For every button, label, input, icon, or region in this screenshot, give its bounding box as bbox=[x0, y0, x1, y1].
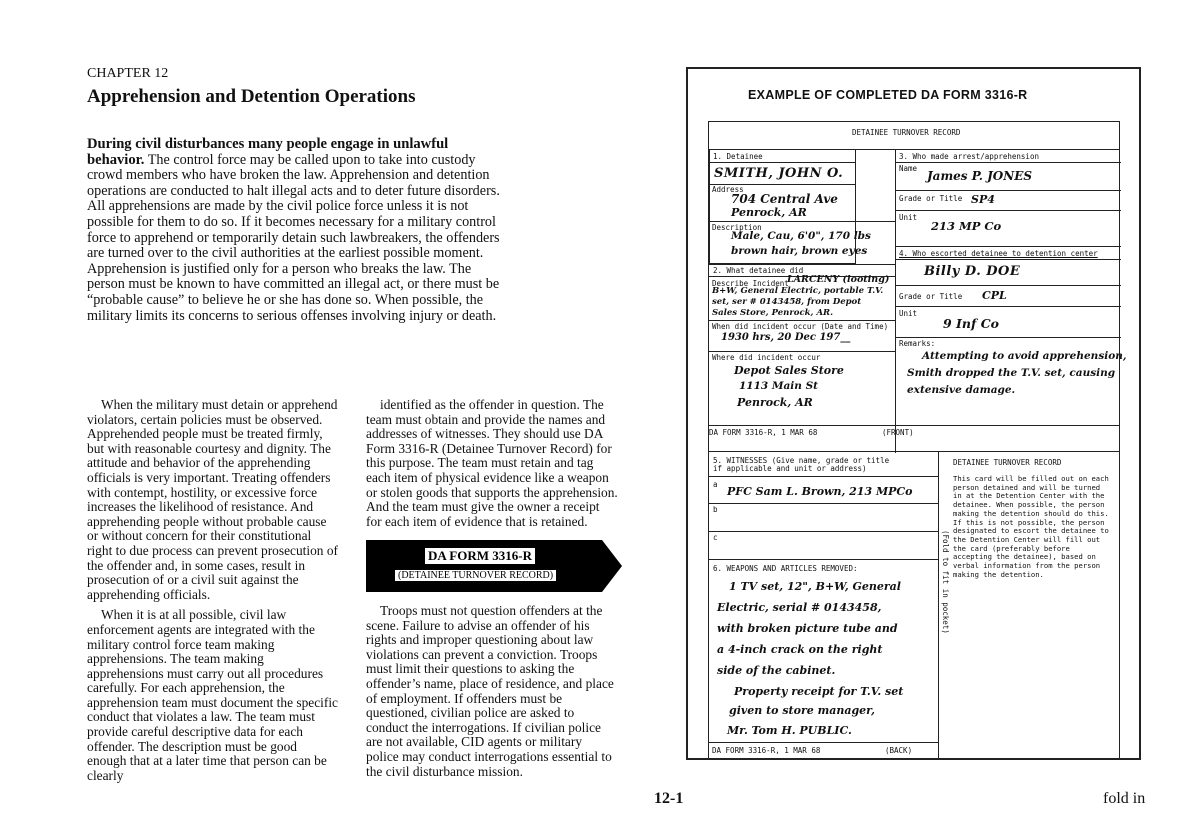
weapons-line-4: a 4-inch crack on the right bbox=[717, 643, 883, 656]
card-instructions: This card will be filled out on each person detained and will be turned in at the Detention Center with the detainee. When possible, the person making the detention should do this. If this is not possible, the person designated to escort the detainee to the Detention Center will fill out the card (preferably before accepting the detainee), based on verbal information from the person making the detention. bbox=[953, 474, 1109, 579]
intro-bold-lead: During civil disturbances many people engage in unlawful behavior. bbox=[87, 136, 449, 168]
incident-line-3: set, ser # 0143458, from Depot bbox=[712, 297, 862, 307]
describe-incident-label: Describe Incident bbox=[712, 279, 789, 288]
description-label: Description bbox=[712, 223, 762, 232]
intro-paragraph bbox=[87, 137, 500, 324]
col2-paragraph-2: Troops must not question offenders at the scene. Failure to advise an offender of his rights and improper questioning about law violations can prevent a conviction. Troops must limit their questions to asking the offender’s name, place of residence, and place of employment. If offenders must be questioned, civilian police are asked to conduct the interrogations. If civilian police are not available, CID agents or military police may conduct interrogations essential to the civil disturbance mission. bbox=[366, 603, 614, 779]
banner-title: DA FORM 3316-R bbox=[425, 548, 535, 564]
front-header: DETAINEE TURNOVER RECORD bbox=[852, 128, 961, 137]
witness-b-marker: b bbox=[713, 505, 718, 514]
arrest-unit-label: Unit bbox=[899, 213, 918, 222]
left-column bbox=[87, 398, 339, 789]
incident-line-4: Sales Store, Penrock, AR. bbox=[712, 308, 834, 318]
example-title: EXAMPLE OF COMPLETED DA FORM 3316-R bbox=[748, 88, 1028, 102]
arrest-name: James P. JONES bbox=[927, 169, 1033, 183]
remarks-line-2: Smith dropped the T.V. set, causing bbox=[907, 367, 1116, 379]
arrest-name-label: Name bbox=[899, 164, 918, 173]
arrest-grade: SP4 bbox=[971, 193, 995, 206]
when-value: 1930 hrs, 20 Dec 197__ bbox=[721, 332, 851, 343]
back-footer-side: (BACK) bbox=[885, 746, 913, 755]
form-banner bbox=[366, 540, 622, 592]
where-line-1: Depot Sales Store bbox=[734, 364, 844, 377]
incident-line-2: B+W, General Electric, portable T.V. bbox=[712, 286, 884, 296]
chapter-title: Apprehension and Detention Operations bbox=[87, 86, 416, 107]
fold-in-label: fold in bbox=[1103, 790, 1146, 807]
detainee-label: 1. Detainee bbox=[713, 152, 763, 161]
description-line-1: Male, Cau, 6'0", 170 lbs bbox=[731, 230, 871, 242]
who-arrest-label: 3. Who made arrest/apprehension bbox=[899, 152, 1039, 161]
card-back bbox=[708, 451, 1120, 759]
arrest-unit: 213 MP Co bbox=[931, 219, 1002, 233]
col2-paragraph-1: identified as the offender in question. The team must obtain and provide the names and addresses of witnesses. They should use DA Form 3316-R (Detainee Turnover Record) for this purpose. The team must retain and tag each item of physical evidence like a weapon or stolen goods that supports the apprehension. And the team must give the owner a receipt for each item of evidence that is retained. bbox=[366, 397, 618, 529]
fold-note: (Fold to fit in pocket) bbox=[941, 530, 950, 634]
card-title: DETAINEE TURNOVER RECORD bbox=[953, 458, 1062, 467]
weapons-label: 6. WEAPONS AND ARTICLES REMOVED: bbox=[713, 564, 858, 573]
witness-a-marker: a bbox=[713, 480, 718, 489]
weapons-line-5: side of the cabinet. bbox=[717, 664, 836, 677]
escort-name: Billy D. DOE bbox=[924, 264, 1021, 279]
weapons-line-1: 1 TV set, 12", B+W, General bbox=[729, 580, 901, 593]
col1-paragraph-1: When the military must detain or apprehend violators, certain policies must be observed. Apprehended people must be treated firmly, but with reasonable courtesy and dignity. The attitude and behavior of the apprehending officials is very important. Treating offenders with contempt, hostility, or excessive force increases the likelihood of resistance. And apprehending people without probable cause or without concern for their constitutional right to due process can prevent prosecution of the offender and, in some cases, result in prosecution of or a civil suit against the apprehending officials. bbox=[87, 397, 338, 602]
address-line-2: Penrock, AR bbox=[731, 206, 807, 219]
escort-grade: CPL bbox=[982, 289, 1007, 302]
front-footer-side: (FRONT) bbox=[882, 428, 914, 437]
col1-paragraph-2: When it is at all possible, civil law enforcement agents are integrated with the military control force team making apprehensions. The team making apprehensions must carry out all procedures carefully. For each apprehension, the apprehension team must document the specific conduct that violates a law. The team must provide careful descriptive data for each offender. The description must be good enough that at a later time that person can be clearly bbox=[87, 607, 338, 783]
card-front bbox=[708, 121, 1127, 452]
when-label: When did incident occur (Date and Time) bbox=[712, 322, 889, 331]
escort-unit: 9 Inf Co bbox=[943, 316, 999, 331]
remarks-line-3: extensive damage. bbox=[907, 384, 1016, 396]
where-label: Where did incident occur bbox=[712, 353, 821, 362]
where-line-2: 1113 Main St bbox=[739, 380, 819, 392]
description-line-2: brown hair, brown eyes bbox=[731, 245, 868, 257]
address-label: Address bbox=[712, 185, 744, 194]
detainee-name: SMITH, JOHN O. bbox=[714, 166, 844, 181]
page-number: 12-1 bbox=[654, 790, 684, 807]
weapons-line-7: given to store manager, bbox=[729, 704, 875, 717]
intro-body: The control force may be called upon to take into custody crowd members who have broken the law. Apprehension and detention operations are conducted to halt illegal acts and to deter future disorders. All apprehensions are made by the civil police force unless it is not possible for them to do so. If it becomes necessary for a military control force to apprehend or temporarily detain such lawbreakers, the offenders are turned over to the civil authorities at the earliest possible moment. Apprehension is justified only for a person who breaks the law. The person must be known to have committed an illegal act, or there must be “probable cause” to believe he or she has done so. When possible, the military limits its concerns to serious offenses involving injury or death. bbox=[87, 151, 500, 324]
what-did-label: 2. What detainee did bbox=[713, 266, 804, 275]
incident-line-1: LARCENY (looting) bbox=[787, 274, 890, 285]
escort-unit-label: Unit bbox=[899, 309, 918, 318]
witnesses-label: 5. WITNESSES (Give name, grade or title bbox=[713, 456, 890, 465]
address-line-1: 704 Central Ave bbox=[731, 192, 838, 206]
arrest-grade-label: Grade or Title bbox=[899, 194, 963, 203]
remarks-label: Remarks: bbox=[899, 339, 936, 348]
back-footer-form: DA FORM 3316-R, 1 MAR 68 bbox=[712, 746, 821, 755]
weapons-line-6: Property receipt for T.V. set bbox=[734, 685, 904, 698]
chapter-label: CHAPTER 12 bbox=[87, 66, 169, 81]
weapons-line-3: with broken picture tube and bbox=[717, 622, 898, 635]
weapons-line-2: Electric, serial # 0143458, bbox=[717, 601, 882, 614]
where-line-3: Penrock, AR bbox=[737, 396, 813, 409]
witness-a: PFC Sam L. Brown, 213 MPCo bbox=[727, 485, 913, 498]
who-escort-label: 4. Who escorted detainee to detention center bbox=[899, 249, 1098, 258]
witness-c-marker: c bbox=[713, 533, 718, 542]
banner-subtitle: (DETAINEE TURNOVER RECORD) bbox=[395, 570, 556, 581]
front-footer-form: DA FORM 3316-R, 1 MAR 68 bbox=[709, 428, 818, 437]
witnesses-label-2: if applicable and unit or address) bbox=[713, 464, 867, 473]
remarks-line-1: Attempting to avoid apprehension, bbox=[922, 350, 1127, 362]
escort-grade-label: Grade or Title bbox=[899, 292, 963, 301]
weapons-line-8: Mr. Tom H. PUBLIC. bbox=[727, 724, 852, 737]
